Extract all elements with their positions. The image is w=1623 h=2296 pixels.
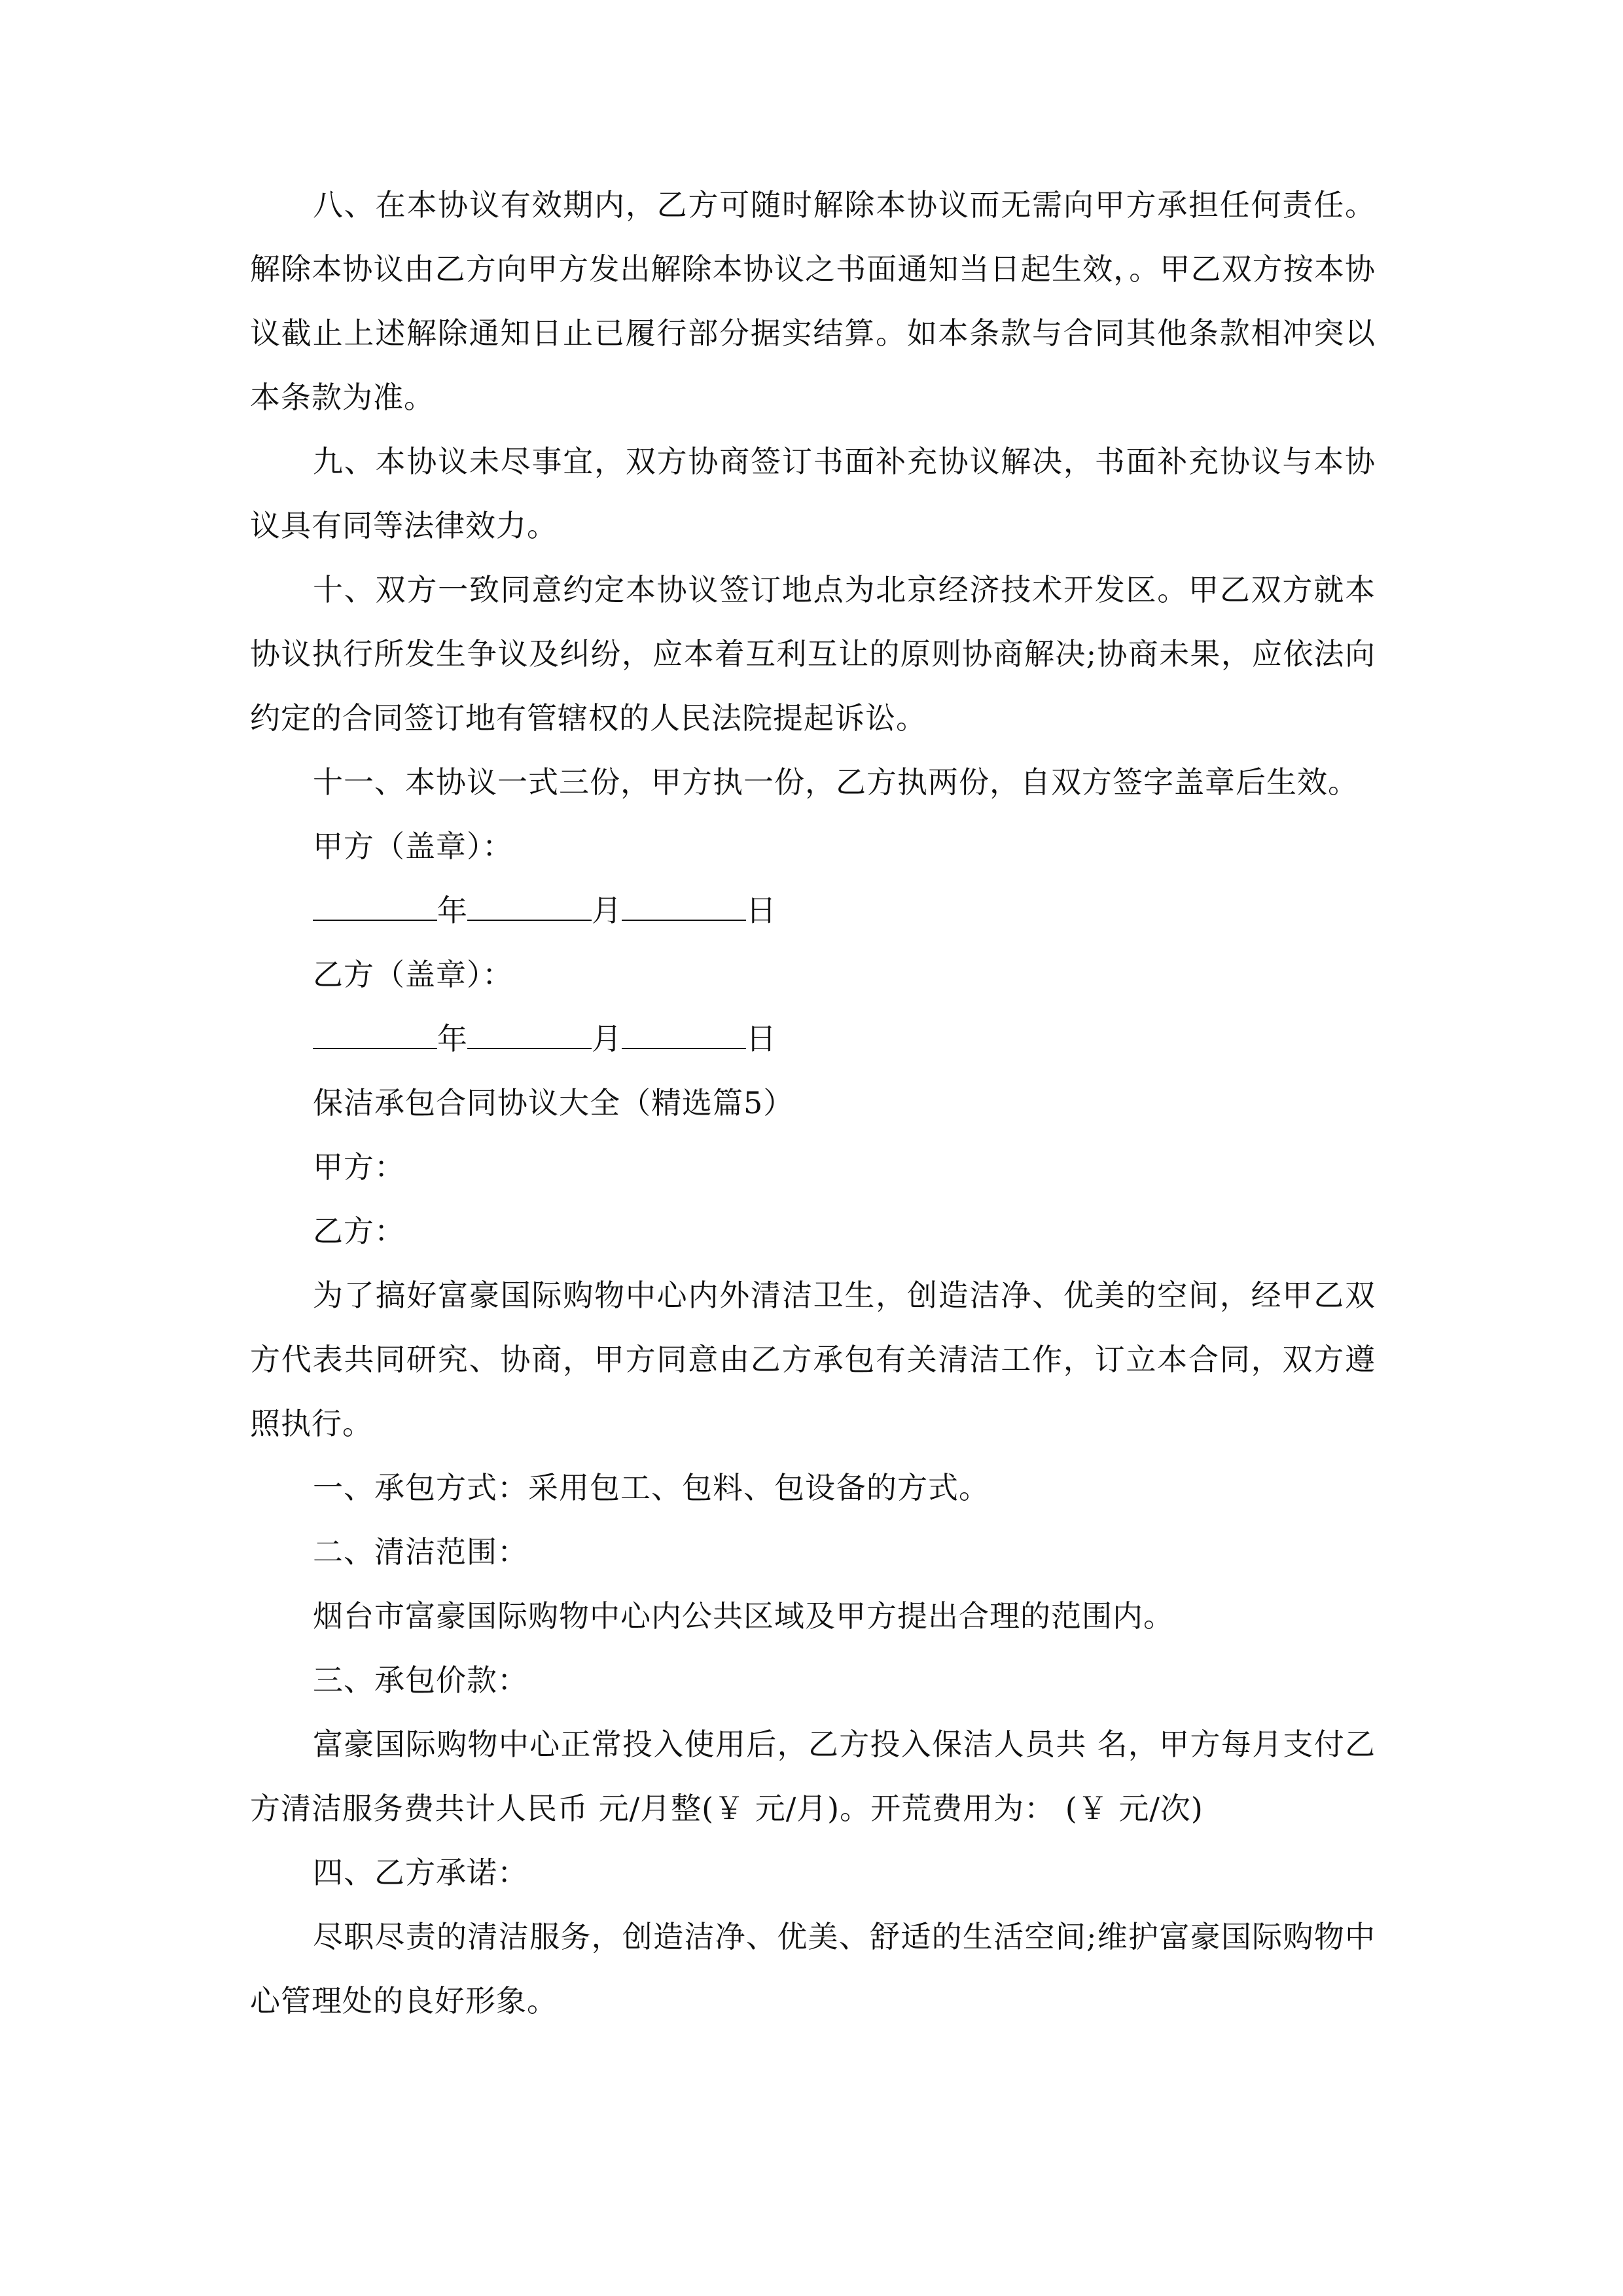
item-contract-price-title: 三、承包价款： [313,1662,528,1698]
clause-9: 九、本协议未尽事宜，双方协商签订书面补充协议解决，书面补充协议与本协议具有同等法律效力。 [250,444,1376,543]
document-body [250,173,1376,2033]
year-label: 年 [437,1021,467,1056]
day-blank [622,893,746,921]
party-a-date-line [313,878,1376,942]
item-cleaning-scope-body: 烟台市富豪国际购物中心内公共区域及甲方提出合理的范围内。 [313,1598,1174,1634]
clause-8: 八、在本协议有效期内，乙方可随时解除本协议而无需向甲方承担任何责任。解除本协议由乙方向甲方发出解除本协议之书面通知当日起生效，。甲乙双方按本协议截止上述解除通知日止已履行部分据实结算。如本条款与合同其他条款相冲突以本条款为准。 [250,187,1376,415]
month-blank [467,1022,592,1049]
item-cleaning-scope-title: 二、清洁范围： [313,1534,528,1570]
party-a-label: 甲方： [313,1149,405,1185]
party-a-seal-label: 甲方（盖章）： [313,829,513,864]
year-blank [313,1022,437,1049]
year-label: 年 [437,893,467,928]
day-blank [622,1022,746,1049]
party-b-date-line [313,1007,1376,1071]
year-blank [313,893,437,921]
month-blank [467,893,592,921]
item-contract-price-body: 富豪国际购物中心正常投入使用后，乙方投入保洁人员共 名，甲方每月支付乙方清洁服务费共计人民币 元/月整(￥ 元/月)。开荒费用为： (￥ 元/次) [250,1727,1376,1826]
party-b-label: 乙方： [313,1213,405,1249]
month-label: 月 [592,893,622,928]
day-label: 日 [746,1021,776,1056]
item-party-b-commitment-title: 四、乙方承诺： [313,1855,528,1890]
clause-10: 十、双方一致同意约定本协议签订地点为北京经济技术开发区。甲乙双方就本协议执行所发生争议及纠纷，应本着互利互让的原则协商解决;协商未果，应依法向约定的合同签订地有管辖权的人民法院提起诉讼。 [250,572,1376,736]
item-contract-method: 一、承包方式：采用包工、包料、包设备的方式。 [313,1470,990,1505]
party-b-seal-label: 乙方（盖章）： [313,957,513,992]
month-label: 月 [592,1021,622,1056]
day-label: 日 [746,893,776,928]
intro-paragraph: 为了搞好富豪国际购物中心内外清洁卫生，创造洁净、优美的空间，经甲乙双方代表共同研究、协商，甲方同意由乙方承包有关清洁工作，订立本合同，双方遵照执行。 [250,1278,1376,1441]
item-party-b-commitment-body: 尽职尽责的清洁服务，创造洁净、优美、舒适的生活空间;维护富豪国际购物中心管理处的良好形象。 [250,1919,1376,2018]
clause-11: 十一、本协议一式三份，甲方执一份，乙方执两份，自双方签字盖章后生效。 [313,764,1359,800]
section-title: 保洁承包合同协议大全（精选篇5） [313,1085,794,1121]
